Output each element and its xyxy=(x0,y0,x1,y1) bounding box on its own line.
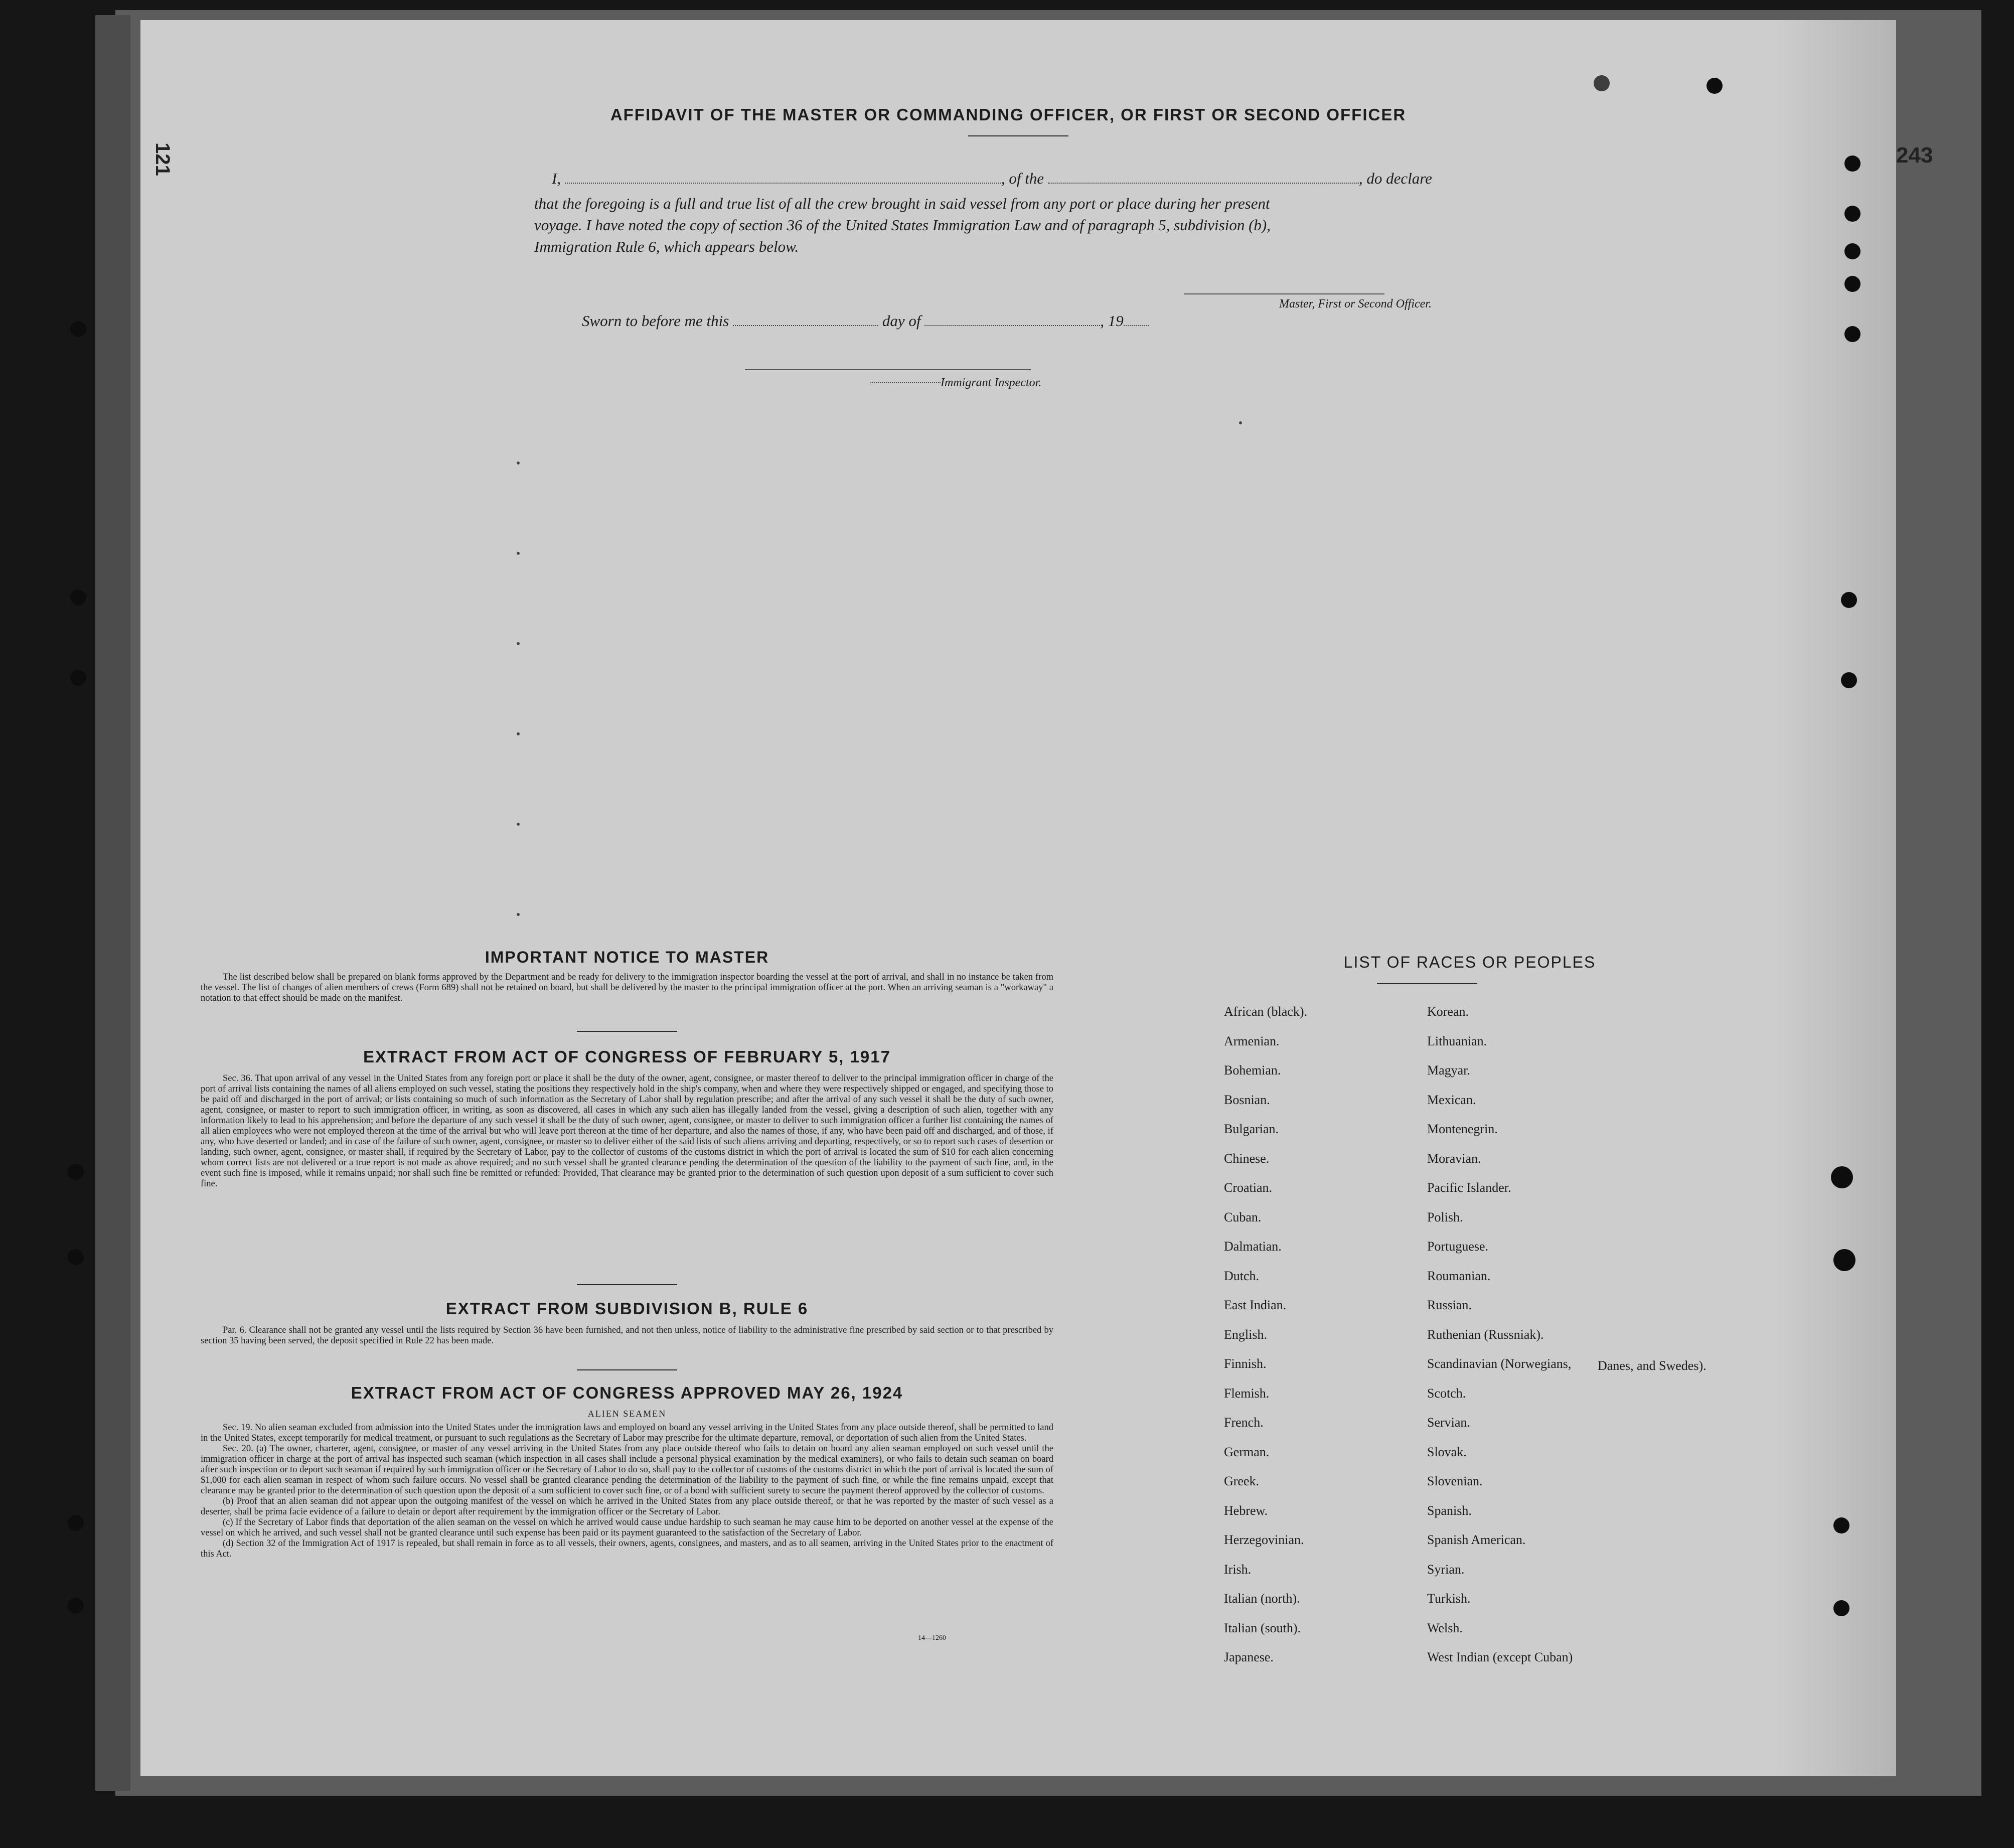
right-race-item: West Indian (except Cuban) xyxy=(1427,1650,1573,1664)
sec20d-paragraph: (d) Section 32 of the Immigration Act of 1917 is repealed, but shall remain in force as to all vessels, their owners, agents, consignees, and masters, and as to all seamen, arriving in the United States prior to the enactment of this Act. xyxy=(201,1538,1053,1559)
right-race-item: Lithuanian. xyxy=(1427,1033,1487,1048)
rule6-paragraph: Par. 6. Clearance shall not be granted any vessel until the lists required by Section 36 have been furnished, and not then unless, notice of liability to the administrative fine prescribed by said section or to that prescribed by section 35 having been served, the deposit specified in Rule 22 has been made. xyxy=(201,1325,1053,1346)
declare-i: I, xyxy=(552,170,561,187)
punch-hole xyxy=(68,1249,84,1265)
right-page-number: 243 xyxy=(1896,143,1933,168)
left-race-item: English. xyxy=(1224,1327,1267,1342)
notice-body xyxy=(201,972,1053,1004)
right-race-item: Mexican. xyxy=(1427,1092,1476,1107)
declare-end: , do declare xyxy=(1358,170,1432,187)
left-race-item: Cuban. xyxy=(1224,1209,1262,1224)
punch-hole xyxy=(70,670,86,686)
declare-line-1 xyxy=(552,170,1655,188)
left-race-item: Dalmatian. xyxy=(1224,1239,1282,1254)
margin-dot xyxy=(517,552,520,555)
name-blank[interactable] xyxy=(565,183,1001,184)
margin-dot xyxy=(1239,421,1242,424)
declare-line-2: that the foregoing is a full and true list of all the crew brought in said vessel from any port or place during her present xyxy=(534,195,1270,212)
right-race-item: Turkish. xyxy=(1427,1591,1471,1606)
sec20c-paragraph: (c) If the Secretary of Labor finds that deportation of the alien seaman on the vessel on which he arrived would cause undue hardship to such seaman he may cause him to be deported on another vessel at the expense of the vessel on which he arrived, and such vessel shall not be granted clearance until such expense has been paid or its payment guaranteed to the satisfaction of the Secretary of Labor. xyxy=(201,1517,1053,1538)
declare-of: , of the xyxy=(1001,170,1044,187)
form-sheet xyxy=(140,20,1896,1776)
right-race-item: Roumanian. xyxy=(1427,1268,1491,1283)
left-race-item: Bosnian. xyxy=(1224,1092,1270,1107)
sec20b-paragraph: (b) Proof that an alien seaman did not appear upon the outgoing manifest of the vessel on which he arrived in the United States from any place outside thereof, or that he was reported by the master of such vessel as a deserter, shall be prima facie evidence of a failure to detain or deport after requirement by the immigration officer or the Secretary of Labor. xyxy=(201,1496,1053,1517)
right-race-item: Spanish American. xyxy=(1427,1532,1526,1547)
extract-1924-body xyxy=(201,1423,1053,1560)
left-race-item: Armenian. xyxy=(1224,1033,1280,1048)
vessel-blank[interactable] xyxy=(1048,183,1359,184)
punch-hole xyxy=(1833,1517,1849,1533)
extract-1924-title: EXTRACT FROM ACT OF CONGRESS APPROVED MAY 26, 1924 xyxy=(351,1383,903,1402)
margin-dot xyxy=(517,642,520,645)
punch-hole xyxy=(1833,1600,1849,1616)
rule6-body xyxy=(201,1325,1053,1346)
punch-hole xyxy=(70,589,86,605)
right-race-item: Syrian. xyxy=(1427,1562,1465,1577)
left-page-number: 121 xyxy=(151,142,174,176)
right-race-item: Magyar. xyxy=(1427,1063,1470,1077)
master-signature-line[interactable] xyxy=(1184,293,1384,294)
punch-hole xyxy=(1841,672,1857,688)
rule6-rule xyxy=(577,1369,677,1370)
right-race-item: Montenegrin. xyxy=(1427,1122,1498,1136)
punch-hole xyxy=(1844,326,1861,342)
punch-hole xyxy=(1841,592,1857,608)
sworn-line xyxy=(582,312,1334,330)
inspector-signature-line[interactable] xyxy=(745,369,1031,370)
page-shadow xyxy=(1776,20,1896,1776)
extract-1917-title: EXTRACT FROM ACT OF CONGRESS OF FEBRUARY 5, 1917 xyxy=(363,1047,891,1066)
punch-hole xyxy=(1831,1166,1853,1188)
inspector-dots xyxy=(870,382,941,383)
declare-line-3: voyage. I have noted the copy of section 36 of the United States Immigration Law and of paragraph 5, subdivision (b), xyxy=(534,216,1271,234)
right-race-item: Servian. xyxy=(1427,1415,1470,1430)
left-race-item: Flemish. xyxy=(1224,1385,1270,1401)
left-race-item: Greek. xyxy=(1224,1474,1260,1488)
punch-hole xyxy=(70,321,86,337)
sec20a-paragraph: Sec. 20. (a) The owner, charterer, agent, consignee, or master of any vessel arriving in the United States from any place outside thereof who fails to detain on board any alien seaman employed on such vessel until the immigration officer in charge at the port of arrival has inspected such seaman (which inspection in all cases shall include a personal physical examination by the medical examiners), or who fails to detain such seaman on board after such inspection or to deport such seaman if required by such immigration officer or the Secretary of Labor to do so, shall pay to the collector of customs of the customs district in which the port of arrival is located the sum of $1,000 for each alien seaman in respect of whom such failure occurs. No vessel shall be granted clearance pending the determination of the liability to the payment of such fine, or while the fine remains unpaid, except that clearance may be granted prior to the determination of such question upon the deposit of a sum sufficient to cover such fine, or of a bond with sufficient surety to secure the payment thereof approved by the collector of customs. xyxy=(201,1444,1053,1496)
races-rule xyxy=(1377,983,1477,984)
margin-dot xyxy=(517,823,520,826)
left-race-item: German. xyxy=(1224,1444,1270,1459)
right-race-item: Russian. xyxy=(1427,1298,1472,1312)
notice-title: IMPORTANT NOTICE TO MASTER xyxy=(485,948,769,966)
left-race-item: Italian (south). xyxy=(1224,1620,1301,1635)
right-race-item: Polish. xyxy=(1427,1209,1463,1224)
notice-rule xyxy=(577,1031,677,1032)
right-race-item: Scotch. xyxy=(1427,1385,1466,1401)
extract-1917-body xyxy=(201,1073,1053,1189)
punch-hole xyxy=(1844,276,1861,292)
sworn-year-blank[interactable] xyxy=(1124,325,1149,326)
affidavit-title: AFFIDAVIT OF THE MASTER OR COMMANDING OFFICER, OR FIRST OR SECOND OFFICER xyxy=(610,105,1407,124)
punch-hole xyxy=(1844,206,1861,222)
right-race-item: Korean. xyxy=(1427,1004,1469,1019)
notice-paragraph: The list described below shall be prepared on blank forms approved by the Department and be ready for delivery to the immigration inspector boarding the vessel at the port of arrival, and shall in no instance be taken from the vessel. The list of changes of alien members of crews (Form 689) shall not be retained on board, but shall be delivered by the master to the principal immigration officer at the port. When an arriving seaman is a "workaway" a notation to that effect should be made on the manifest. xyxy=(201,972,1053,1003)
right-race-item: Slovak. xyxy=(1427,1444,1467,1459)
punch-hole xyxy=(1594,75,1610,91)
left-race-item: French. xyxy=(1224,1415,1264,1430)
right-race-item: Welsh. xyxy=(1427,1620,1463,1635)
alien-seamen-subtitle: ALIEN SEAMEN xyxy=(587,1409,667,1419)
punch-hole xyxy=(68,1598,84,1614)
sworn-day-label: day of xyxy=(882,312,921,330)
race-scandinavian-cont: Danes, and Swedes). xyxy=(1598,1358,1707,1373)
right-race-item: Spanish. xyxy=(1427,1503,1472,1518)
extract-1917-paragraph: Sec. 36. That upon arrival of any vessel in the United States from any foreign port or place it shall be the duty of the owner, agent, consignee, or master thereof to deliver to the principal immigration officer in charge of the port of arrival lists containing the names of all aliens employed on such vessel, stating the positions they respectively hold in the ship's company, when and where they were respectively shipped or engaged, and specifying those to be paid off and discharged in the port of arrival; or lists containing so much of such information as the Secretary of Labor shall by regulation prescribe; and after the arrival of any such vessel it shall be the duty of such owner, agent, consignee, or master to report to such immigration officer, in writing, as soon as discovered, all cases in which any such alien has illegally landed from the vessel, giving a description of such alien, together with any information likely to lead to his apprehension; and before the departure of any such vessel it shall be the duty of such owner, agent, consignee, or master to deliver to such immigration officer a further list containing the names of all alien employees who were not employed thereon at the time of the arrival but who will leave port thereon at the time of her departure, and also the names of those, if any, who have been paid off and discharged, and of those, if any, who have deserted or landed; and in case of the failure of such owner, agent, consignee, or master so to deliver either of the said lists of such aliens arriving and departing, respectively, or so to report such cases of desertion or landing, such owner, agent, consignee, or master shall, if required by the Secretary of Labor, pay to the collector of customs of the customs district in which the port of arrival is located the sum of $10 for each alien concerning whom correct lists are not delivered or a true report is not made as above required; and no such vessel shall be granted clearance pending the determination of the question of the liability to the payment of such fine, and, in the event such fine is imposed, while it remains unpaid; nor shall such fine be remitted or refunded: Provided, That clearance may be granted prior to the determination of such question upon deposit of a sum sufficient to cover such fine. xyxy=(201,1073,1053,1189)
sworn-year-label: , 19 xyxy=(1100,312,1124,330)
master-signature-caption: Master, First or Second Officer. xyxy=(1279,297,1432,311)
right-race-item: Scandinavian (Norwegians, xyxy=(1427,1356,1572,1371)
right-race-item: Slovenian. xyxy=(1427,1474,1483,1488)
sworn-date-blank[interactable] xyxy=(733,325,878,326)
left-race-item: Finnish. xyxy=(1224,1356,1267,1371)
races-title: LIST OF RACES OR PEOPLES xyxy=(1343,953,1596,971)
right-race-item: Moravian. xyxy=(1427,1151,1481,1166)
margin-dot xyxy=(517,461,520,465)
extract-1917-rule xyxy=(577,1284,677,1285)
left-race-item: Herzegovinian. xyxy=(1224,1532,1304,1547)
left-race-item: African (black). xyxy=(1224,1004,1308,1019)
title-rule xyxy=(968,135,1068,136)
left-race-item: Italian (north). xyxy=(1224,1591,1300,1606)
declare-line-4: Immigration Rule 6, which appears below. xyxy=(534,238,799,255)
punch-hole xyxy=(68,1164,84,1180)
left-race-item: Croatian. xyxy=(1224,1180,1273,1195)
inspector-caption: Immigrant Inspector. xyxy=(941,376,1042,389)
punch-hole xyxy=(1707,78,1723,94)
punch-hole xyxy=(1844,243,1861,259)
left-race-item: Japanese. xyxy=(1224,1650,1274,1664)
margin-dot xyxy=(517,913,520,916)
sec19-paragraph: Sec. 19. No alien seaman excluded from admission into the United States under the immigration laws and employed on board any vessel arriving in the United States from any place outside thereof, shall be permitted to land in the United States, except temporarily for medical treatment, or pursuant to such regulations as the Secretary of Labor may prescribe for the ultimate departure, removal, or deportation of such alien from the United States. xyxy=(201,1423,1053,1443)
form-number: 14—1260 xyxy=(918,1634,946,1642)
left-race-item: Hebrew. xyxy=(1224,1503,1268,1518)
binding-edge xyxy=(95,15,130,1791)
left-race-item: Chinese. xyxy=(1224,1151,1270,1166)
left-race-item: Irish. xyxy=(1224,1562,1252,1577)
left-race-item: East Indian. xyxy=(1224,1298,1287,1312)
right-race-item: Pacific Islander. xyxy=(1427,1180,1511,1195)
punch-hole xyxy=(1833,1249,1855,1271)
punch-hole xyxy=(1844,156,1861,172)
right-race-item: Ruthenian (Russniak). xyxy=(1427,1327,1544,1342)
left-race-item: Bulgarian. xyxy=(1224,1122,1279,1136)
left-race-item: Bohemian. xyxy=(1224,1063,1281,1077)
left-race-item: Dutch. xyxy=(1224,1268,1260,1283)
rule6-title: EXTRACT FROM SUBDIVISION B, RULE 6 xyxy=(445,1299,809,1318)
punch-hole xyxy=(68,1515,84,1531)
margin-dot xyxy=(517,732,520,735)
sworn-prefix: Sworn to before me this xyxy=(582,312,729,330)
sworn-month-blank[interactable] xyxy=(924,325,1100,326)
right-race-item: Portuguese. xyxy=(1427,1239,1489,1254)
